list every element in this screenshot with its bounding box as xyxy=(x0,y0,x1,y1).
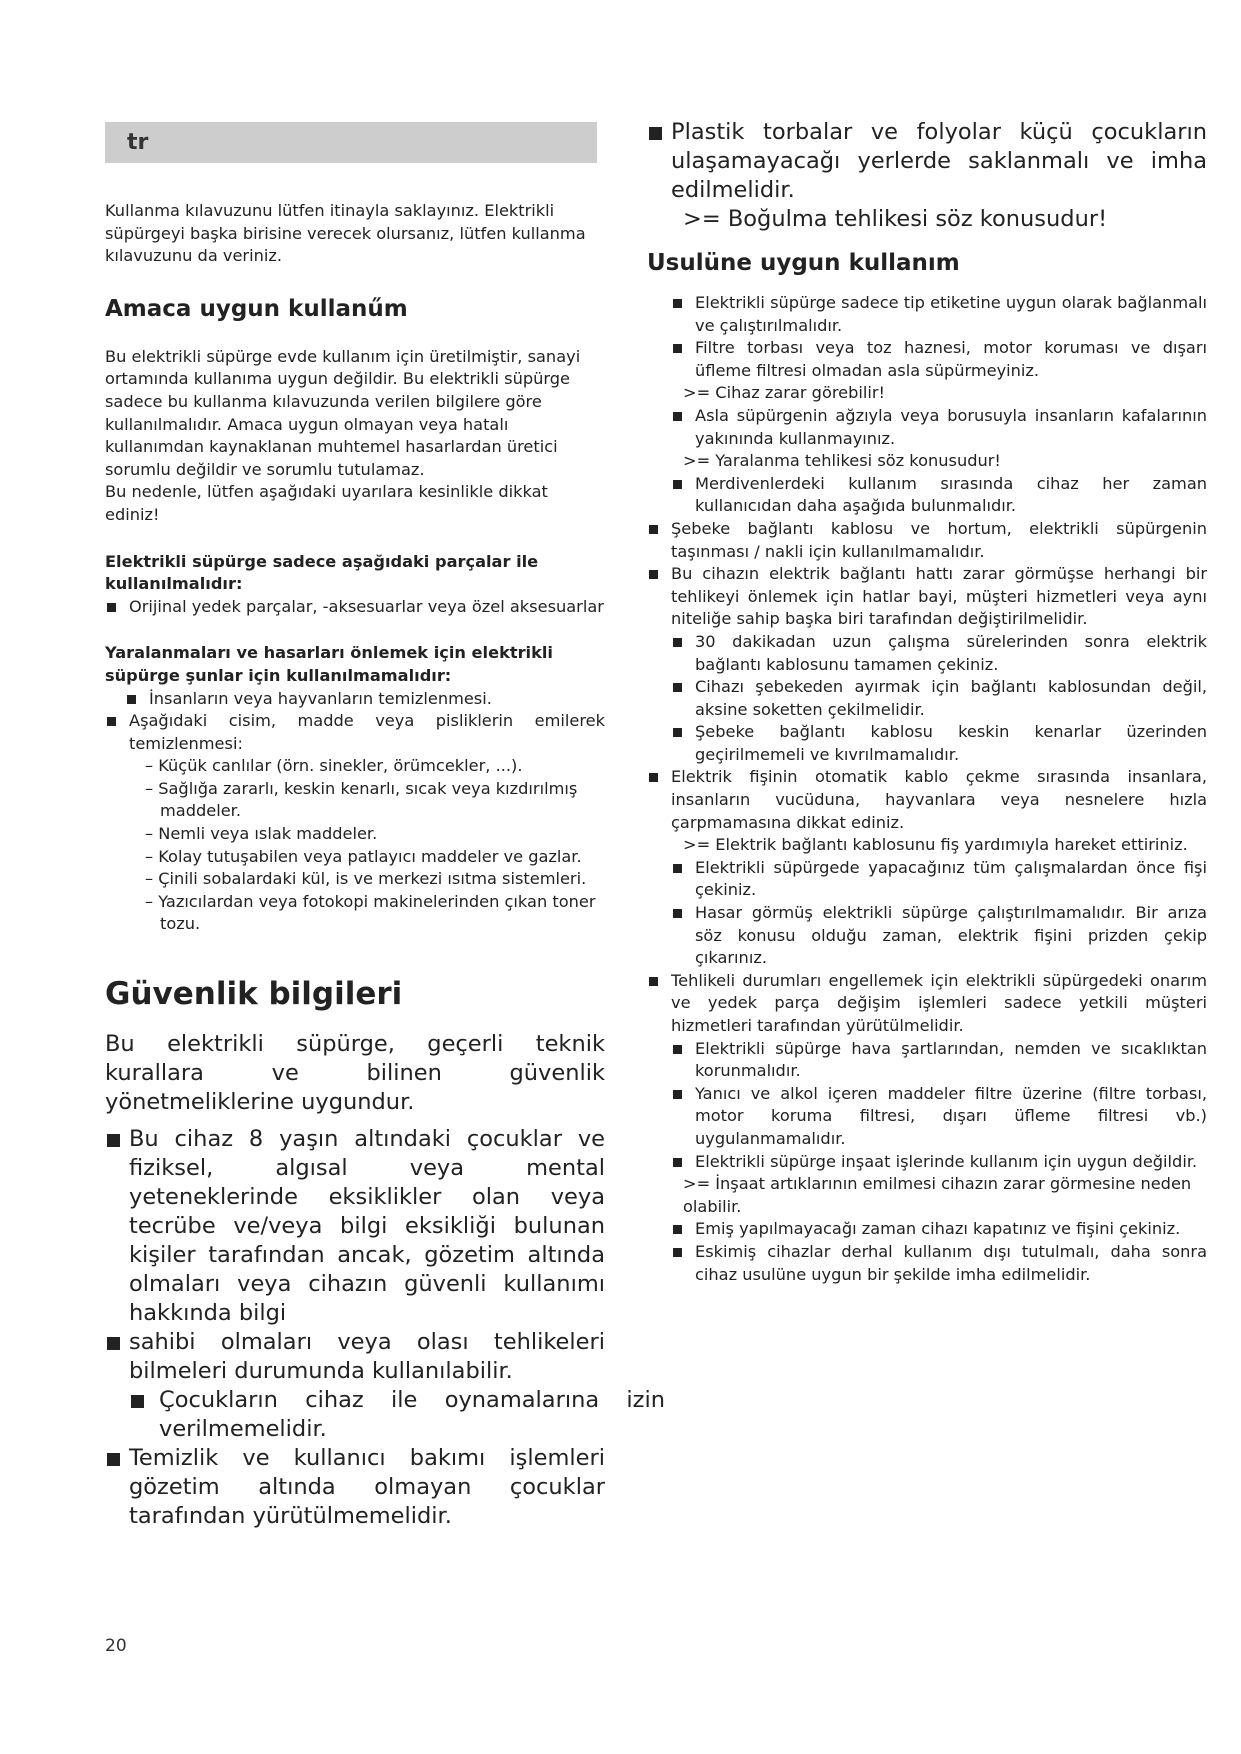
plastic-warning: >= Boğulma tehlikesi söz konusudur! xyxy=(683,206,1108,232)
usage-item: Şebeke bağlantı kablosu keskin kenarlar üzerinden geçirilmemeli ve kıvrılmamalıdır. xyxy=(671,721,1207,766)
purpose-warning: Bu nedenle, lütfen aşağıdaki uyarılara kesinlikle dikkat ediniz! xyxy=(105,482,548,524)
usage-list xyxy=(647,292,1207,1286)
usage-item: Bu cihazın elektrik bağlantı hattı zarar görmüşse herhangi bir tehlikeyi önlemek için hatlar bayi, müşteri hizmetleri veya aynı niteliğe sahip başka biri tarafından değiştirilmelidir. xyxy=(647,563,1207,631)
purpose-heading: Amaca uygun kullanűm xyxy=(105,295,408,322)
dash-item: – Sağlığa zararlı, keskin kenarlı, sıcak veya kızdırılmış maddeler. xyxy=(145,778,578,821)
intro-paragraph: Kullanma kılavuzunu lütfen itinayla saklayınız. Elektrikli süpürgeyi başka birisine verecek olursanız, lütfen kullanma kılavuzunu da veriniz. xyxy=(105,201,586,266)
usage-item: Elektrikli süpürge sadece tip etiketine uygun olarak bağlanmalı ve çalıştırılmalıdır. xyxy=(671,292,1207,337)
right-column xyxy=(647,118,1207,1286)
usage-item: Merdivenlerdeki kullanım sırasında cihaz her zaman kullanıcıdan daha aşağıda bulunmalıdır. xyxy=(671,473,1207,518)
language-code: tr xyxy=(127,130,149,155)
dash-item: – Kolay tutuşabilen veya patlayıcı maddeler ve gazlar. xyxy=(145,846,582,866)
safety-item: sahibi olmaları veya olası tehlikeleri bilmeleri durumunda kullanılabilir. xyxy=(105,1328,605,1386)
dash-item: – Çinili sobalardaki kül, is ve merkezi ısıtma sistemleri. xyxy=(145,869,587,889)
usage-item: Asla süpürgenin ağzıyla veya borusuyla insanların kafalarının yakınında kullanmayınız. xyxy=(671,405,1207,450)
usage-item: Tehlikeli durumları engellemek için elektrikli süpürgedeki onarım ve yedek parça değişim işlemleri sadece yetkili müşteri hizmetleri tarafından yürütülmelidir. xyxy=(647,970,1207,1038)
usage-item: Elektrikli süpürge hava şartlarından, nemden ve sıcaklıktan korunmalıdır. xyxy=(671,1038,1207,1083)
safety-intro: Bu elektrikli süpürge, geçerli teknik kurallara ve bilinen güvenlik yönetmeliklerine uygundur. xyxy=(105,1031,605,1116)
parts-heading: Elektrikli süpürge sadece aşağıdaki parçalar ile kullanılmalıdır: xyxy=(105,551,539,594)
page-number: 20 xyxy=(105,1636,127,1656)
usage-warning: >= Cihaz zarar görebilir! xyxy=(683,383,886,403)
usage-item: Hasar görmüş elektrikli süpürge çalıştırılmamalıdır. Bir arıza söz konusu olduğu zaman, elektrik fişini prizden çekip çıkarınız. xyxy=(671,902,1207,970)
usage-item: Yanıcı ve alkol içeren maddeler filtre üzerine (filtre torbası, motor koruma filtresi, dışarı üfleme filtresi vb.) uygulanmamalıdır. xyxy=(671,1083,1207,1151)
avoid-heading: Yaralanmaları ve hasarları önlemek için elektrikli süpürge şunlar için kullanılmamalıdır: xyxy=(105,643,553,685)
purpose-paragraph: Bu elektrikli süpürge evde kullanım için üretilmiştir, sanayi ortamında kullanıma uygun değildir. Bu elektrikli süpürge sadece bu kullanma kılavuzunda verilen bilgilere göre kullanılmalıdır. Amaca uygun olmayan veya hatalı kullanımdan kaynaklanan muhtemel hasarlardan üretici sorumlu değildir ve sorumlu tutulamaz. xyxy=(105,346,581,479)
usage-item: Eskimiş cihazlar derhal kullanım dışı tutulmalı, daha sonra cihaz usulüne uygun bir şekilde imha edilmelidir. xyxy=(671,1241,1207,1286)
dash-item: – Küçük canlılar (örn. sinekler, örümcekler, ...). xyxy=(145,756,523,776)
usage-warning: >= Yaralanma tehlikesi söz konusudur! xyxy=(683,451,1001,471)
usage-heading: Usulüne uygun kullanım xyxy=(647,250,960,276)
avoid-item-2: Aşağıdaki cisim, madde veya pisliklerin emilerek temizlenmesi: xyxy=(105,710,605,755)
safety-heading: Güvenlik bilgileri xyxy=(105,976,403,1013)
usage-item: Emiş yapılmayacağı zaman cihazı kapatınız ve fişini çekiniz. xyxy=(671,1218,1207,1241)
usage-item: Elektrik fişinin otomatik kablo çekme sırasında insanlara, insanların vucüduna, hayvanlara veya nesnelere hızla çarpmamasına dikkat ediniz. xyxy=(647,766,1207,834)
avoid-item-1: İnsanların veya hayvanların temizlenmesi. xyxy=(125,688,605,711)
usage-item: Cihazı şebekeden ayırmak için bağlantı kablosundan değil, aksine soketten çekilmelidir. xyxy=(671,676,1207,721)
usage-warning: >= Elektrik bağlantı kablosunu fiş yardımıyla hareket ettiriniz. xyxy=(683,835,1188,855)
usage-item: Elektrikli süpürgede yapacağınız tüm çalışmalardan önce fişi çekiniz. xyxy=(671,857,1207,902)
dash-item: – Yazıcılardan veya fotokopi makinelerinden çıkan toner tozu. xyxy=(145,891,596,934)
plastic-item: Plastik torbalar ve folyolar küçü çocukların ulaşamayacağı yerlerde saklanmalı ve imha edilmelidir. xyxy=(647,118,1207,205)
usage-item: Elektrikli süpürge inşaat işlerinde kullanım için uygun değildir. xyxy=(671,1151,1207,1174)
safety-item: Bu cihaz 8 yaşın altındaki çocuklar ve fiziksel, algısal veya mental yeteneklerinde eksiklikler olan veya tecrübe ve/veya bilgi eksikliği bulunan kişiler tarafından ancak, gözetim altında olmaları veya cihazın güvenli kullanımı hakkında bilgi xyxy=(105,1125,605,1328)
parts-item: Orijinal yedek parçalar, -aksesuarlar veya özel aksesuarlar xyxy=(105,596,605,619)
language-header-bar xyxy=(105,122,597,163)
usage-item: Şebeke bağlantı kablosu ve hortum, elektrikli süpürgenin taşınması / nakli için kullanılmamalıdır. xyxy=(647,518,1207,563)
usage-item: Filtre torbası veya toz haznesi, motor koruması ve dışarı üfleme filtresi olmadan asla süpürmeyiniz. xyxy=(671,337,1207,382)
safety-item: Çocukların cihaz ile oynamalarına izin verilmemelidir. xyxy=(129,1386,665,1444)
safety-item: Temizlik ve kullanıcı bakımı işlemleri gözetim altında olmayan çocuklar tarafından yürütülmemelidir. xyxy=(105,1444,605,1531)
left-column xyxy=(105,200,665,1531)
usage-warning: >= İnşaat artıklarının emilmesi cihazın zarar görmesine neden olabilir. xyxy=(683,1174,1192,1216)
usage-item: 30 dakikadan uzun çalışma sürelerinden sonra elektrik bağlantı kablosunu tamamen çekiniz. xyxy=(671,631,1207,676)
dash-item: – Nemli veya ıslak maddeler. xyxy=(145,824,378,844)
